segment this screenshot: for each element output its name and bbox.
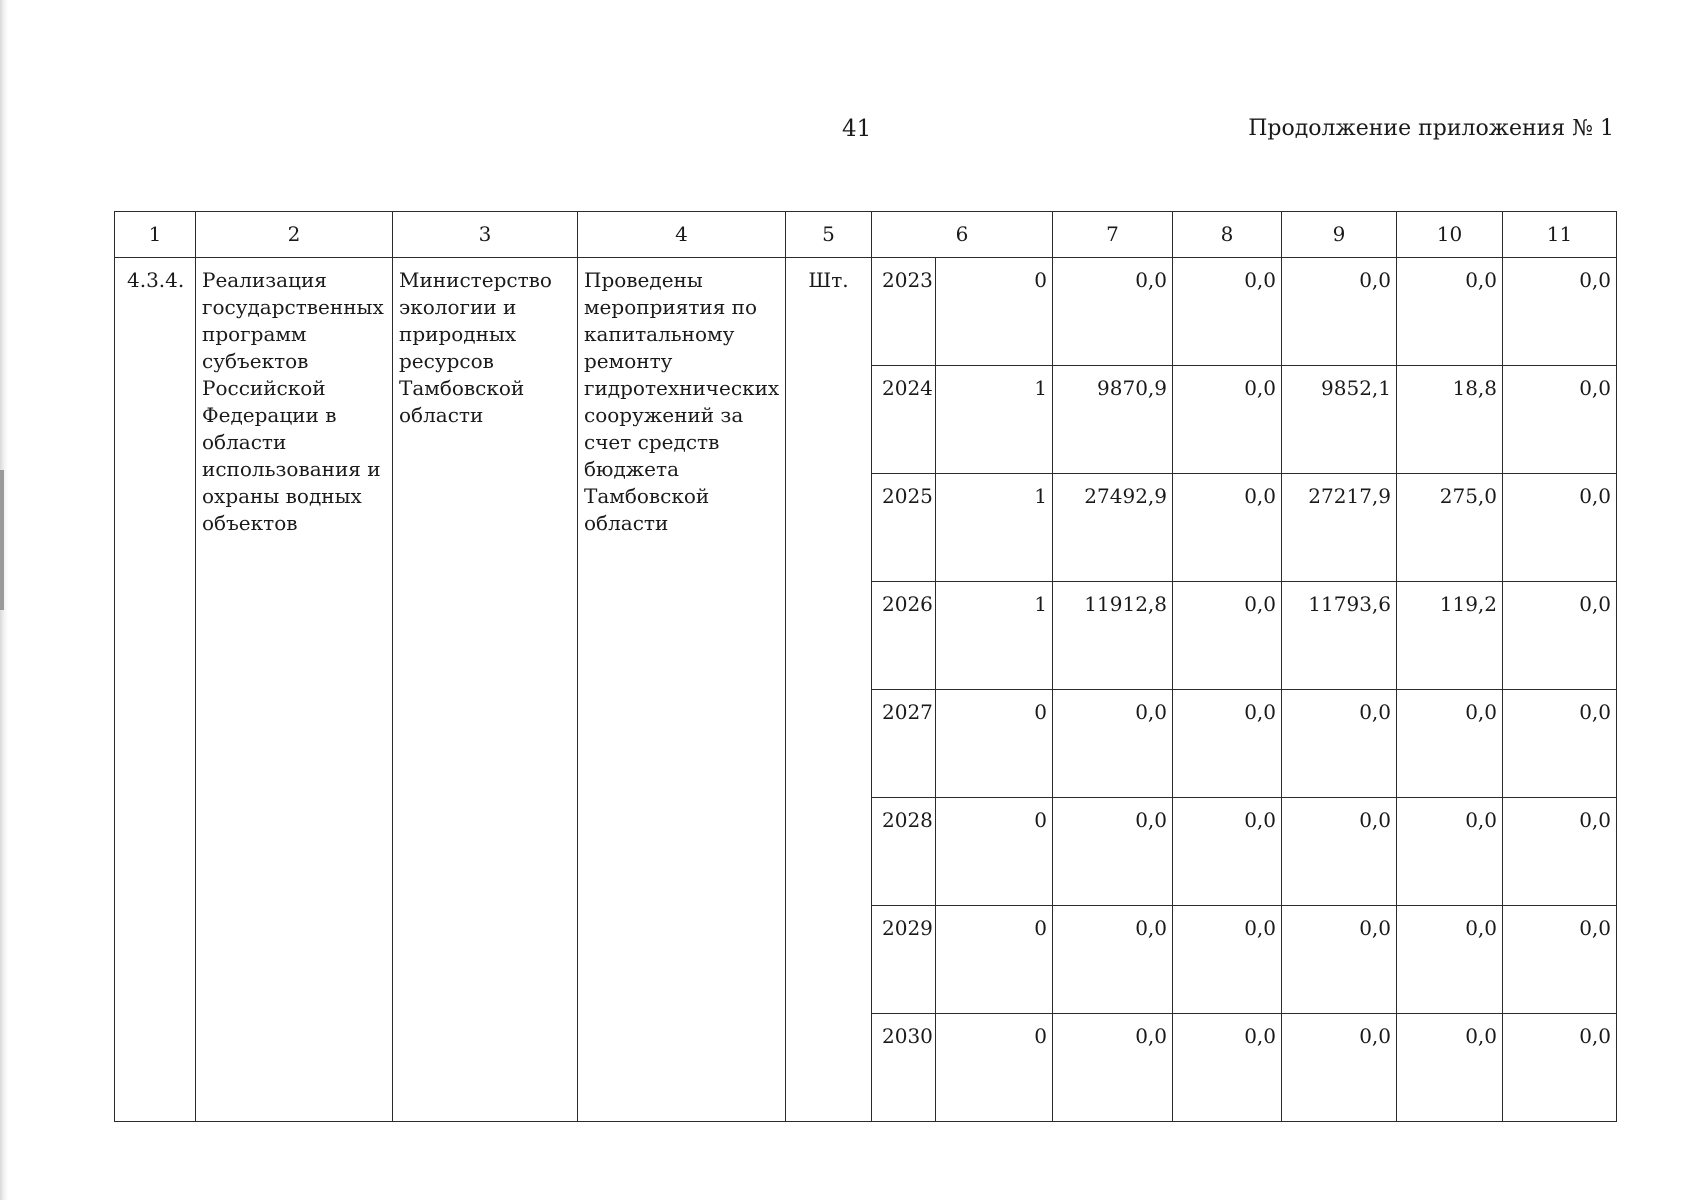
row-col-10: 0,0 [1397, 1014, 1503, 1122]
row-col-8: 0,0 [1173, 258, 1282, 366]
column-number: 11 [1503, 212, 1617, 258]
appendix-continuation-note: Продолжение приложения № 1 [1248, 116, 1614, 141]
row-col-9: 11793,6 [1282, 582, 1397, 690]
row-col-9: 27217,9 [1282, 474, 1397, 582]
row-year: 2026 [872, 582, 936, 690]
row-col-8: 0,0 [1173, 1014, 1282, 1122]
scan-edge-mark [0, 470, 4, 610]
item-result: Проведены мероприятия по капитальному ремонту гидротехнических сооружений за счет средств бюджета Тамбовской области [578, 258, 786, 1122]
row-col-11: 0,0 [1503, 366, 1617, 474]
row-col-9: 0,0 [1282, 1014, 1397, 1122]
row-quantity: 1 [936, 366, 1053, 474]
row-quantity: 0 [936, 906, 1053, 1014]
row-col-10: 119,2 [1397, 582, 1503, 690]
column-number: 4 [578, 212, 786, 258]
row-col-7: 0,0 [1053, 258, 1173, 366]
row-col-7: 11912,8 [1053, 582, 1173, 690]
row-col-11: 0,0 [1503, 1014, 1617, 1122]
row-year: 2027 [872, 690, 936, 798]
row-col-10: 18,8 [1397, 366, 1503, 474]
column-number: 8 [1173, 212, 1282, 258]
row-col-7: 0,0 [1053, 906, 1173, 1014]
row-quantity: 0 [936, 690, 1053, 798]
row-col-7: 27492,9 [1053, 474, 1173, 582]
activity-table [114, 211, 1617, 1122]
row-col-8: 0,0 [1173, 366, 1282, 474]
row-quantity: 1 [936, 474, 1053, 582]
row-col-11: 0,0 [1503, 258, 1617, 366]
row-col-10: 275,0 [1397, 474, 1503, 582]
row-col-10: 0,0 [1397, 258, 1503, 366]
row-col-10: 0,0 [1397, 690, 1503, 798]
column-number: 7 [1053, 212, 1173, 258]
column-number: 3 [393, 212, 578, 258]
row-col-7: 0,0 [1053, 1014, 1173, 1122]
row-year: 2025 [872, 474, 936, 582]
row-col-7: 9870,9 [1053, 366, 1173, 474]
row-col-9: 0,0 [1282, 906, 1397, 1014]
item-name: Реализация государственных программ субъектов Российской Федерации в области использования и охраны водных объектов [196, 258, 393, 1122]
row-col-11: 0,0 [1503, 906, 1617, 1014]
row-year: 2029 [872, 906, 936, 1014]
column-number: 9 [1282, 212, 1397, 258]
row-year: 2023 [872, 258, 936, 366]
row-quantity: 0 [936, 1014, 1053, 1122]
row-col-9: 0,0 [1282, 798, 1397, 906]
row-quantity: 0 [936, 258, 1053, 366]
item-code: 4.3.4. [115, 258, 196, 1122]
row-col-7: 0,0 [1053, 690, 1173, 798]
row-col-8: 0,0 [1173, 906, 1282, 1014]
row-col-10: 0,0 [1397, 798, 1503, 906]
column-number: 1 [115, 212, 196, 258]
row-col-11: 0,0 [1503, 798, 1617, 906]
row-col-9: 9852,1 [1282, 366, 1397, 474]
page-number: 41 [842, 116, 872, 142]
row-year: 2024 [872, 366, 936, 474]
row-col-11: 0,0 [1503, 690, 1617, 798]
row-col-9: 0,0 [1282, 690, 1397, 798]
row-col-8: 0,0 [1173, 474, 1282, 582]
column-number: 6 [872, 212, 1053, 258]
column-number: 10 [1397, 212, 1503, 258]
row-col-7: 0,0 [1053, 798, 1173, 906]
row-col-11: 0,0 [1503, 474, 1617, 582]
row-quantity: 0 [936, 798, 1053, 906]
item-executor: Министерство экологии и природных ресурсов Тамбовской области [393, 258, 578, 1122]
row-col-11: 0,0 [1503, 582, 1617, 690]
column-number-row [115, 212, 1617, 258]
row-year: 2030 [872, 1014, 936, 1122]
row-col-8: 0,0 [1173, 582, 1282, 690]
row-col-10: 0,0 [1397, 906, 1503, 1014]
table-row [115, 258, 1617, 366]
row-col-8: 0,0 [1173, 690, 1282, 798]
column-number: 2 [196, 212, 393, 258]
row-year: 2028 [872, 798, 936, 906]
row-quantity: 1 [936, 582, 1053, 690]
item-unit: Шт. [786, 258, 872, 1122]
column-number: 5 [786, 212, 872, 258]
row-col-8: 0,0 [1173, 798, 1282, 906]
row-col-9: 0,0 [1282, 258, 1397, 366]
